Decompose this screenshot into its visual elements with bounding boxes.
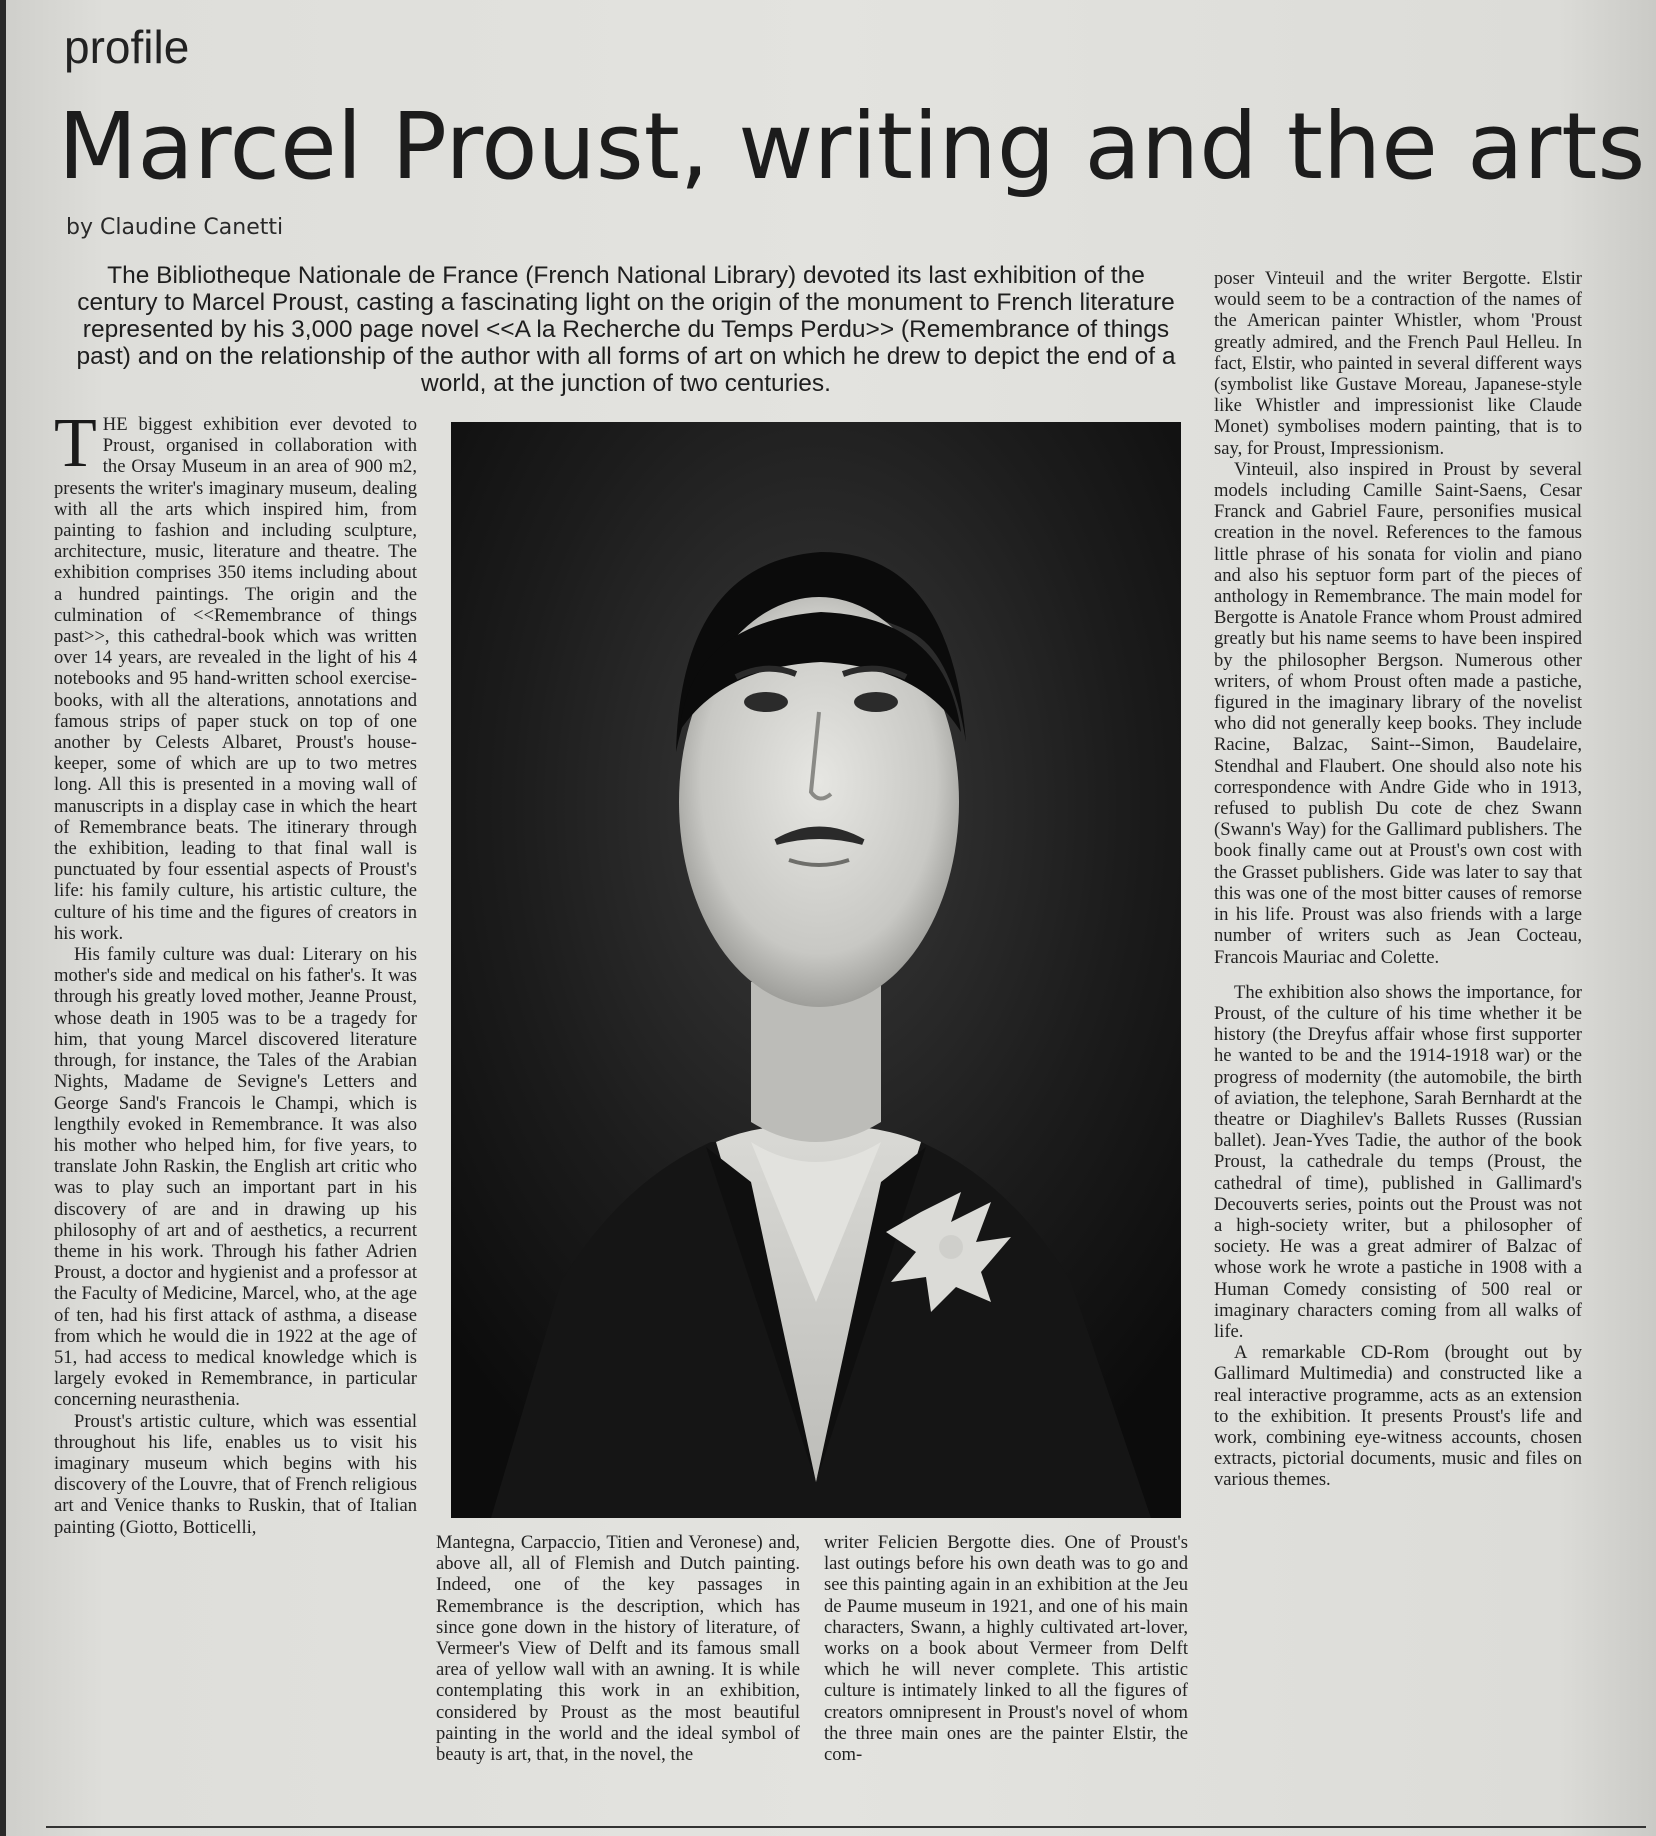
paragraph: The exhibition also shows the importance, for Proust, of the culture of his time whether it be history (the Dreyfus affair whose first supporter he wanted to be and the 1914-1918 war) or the progress of modernity (the automobile, the birth of aviation, the telephone, Sarah Bernhardt at the theatre or Diaghilev's Ballets Russes (Russian ballet). Jean-Yves Tadie, the author of the book Proust, la cathedrale du temps (Proust, the cathedral of time), published in Gallimard's Decouverts series, points out the Proust was not a high-society writer, but a philosopher of society. He was a great admirer of Balzac of whose work he wrote a pastiche in 1908 with a Human Comedy consisting of 500 real or imaginary characters coming from all walks of life. <box>1214 981 1582 1342</box>
article-column-4 <box>1214 268 1582 1818</box>
article-column-1 <box>54 405 417 1814</box>
paragraph <box>54 405 417 944</box>
paragraph: Mantegna, Carpaccio, Titien and Veronese) and, above all, all of Flemish and Dutch painting. Indeed, one of the key passages in Remembrance is the description, which has since gone down in the history of literature, of Vermeer's View of Delft and its famous small area of yellow wall with an awning. It is while contemplating this work in an exhibition, considered by Proust as the most beautiful painting in the world and the ideal symbol of beauty is art, that, in the novel, the <box>436 1532 800 1766</box>
bottom-rule <box>46 1826 1646 1828</box>
paragraph: Vinteuil, also inspired in Proust by several models including Camille Saint-Saens, Cesar Franck and Gabriel Faure, personifies musical creation in the novel. References to the famous little phrase of his sonata for violin and piano and also his septuor form part of the pieces of anthology in Remembrance. The main model for Bergotte is Anatole France whom Proust admired greatly but his name seems to have been inspired by the philosopher Bergson. Numerous other writers, of whom Proust often made a pastiche, figured in the imaginary library of the novelist who did not generally keep books. They include Racine, Balzac, Saint--Simon, Baudelaire, Stendhal and Flaubert. One should also note his correspondence with Andre Gide who in 1913, refused to publish Du cote de chez Swann (Swann's Way) for the Gallimard publishers. The book finally came out at Proust's own cost with the Grasset publishers. Gide was later to say that this was one of the most bitter causes of remorse in his life. Proust was also friends with a large number of writers such as Jean Cocteau, Francois Mauriac and Colette. <box>1214 458 1582 968</box>
paragraph-text: HE biggest exhibition ever devoted to Proust, organised in collaboration with the Orsay Museum in an area of 900 m2, presents the writer's imaginary museum, dealing with all the arts which inspired him, from painting to fashion and including sculpture, architecture, music, literature and theatre. The exhibition comprises 350 items including about a hundred paintings. The origin and the culmination of <<Remembrance of things past>>, this cathedral-book which was written over 14 years, are revealed in the light of his 4 notebooks and 95 hand-written school exercise-books, with all the alterations, annotations and famous strips of paper stuck on top of one another by Celests Albaret, Proust's house-keeper, some of which are up to two metres long. All this is presented in a moving wall of manuscripts in a display case in which the heart of Remembrance beats. The itinerary through the exhibition, leading to that final wall is punctuated by four essential aspects of Proust's life: his family culture, his artistic culture, the culture of his time and the figures of creators in his work. <box>54 414 417 944</box>
paragraph: Proust's artistic culture, which was essential throughout his life, enables us to visit his imaginary museum which begins with his discovery of the Louvre, that of French religious art and Venice thanks to Ruskin, that of Italian painting (Giotto, Botticelli, <box>54 1410 417 1538</box>
paragraph: His family culture was dual: Literary on his mother's side and medical on his father's. It was through his greatly loved mother, Jeanne Proust, whose death in 1905 was to be a tragedy for him, that young Marcel discovered literature through, for instance, the Tales of the Arabian Nights, Madame de Sevigne's Letters and George Sand's Francois le Champi, which is lengthily evoked in Remembrance. It was also his mother who helped him, for five years, to translate John Raskin, the English art critic who was to play such an important part in his discovery of are and in drawing up his philosophy of art and of aesthetics, a recurrent theme in his work. Through his father Adrien Proust, a doctor and hygienist and a professor at the Faculty of Medicine, Marcel, who, at the age of ten, had his first attack of asthma, a disease from which he would die in 1922 at the age of 51, had access to medical knowledge which is largely evoked in Remembrance, in particular concerning neurasthenia. <box>54 944 417 1411</box>
article-column-3 <box>824 1532 1188 1812</box>
byline: by Claudine Canetti <box>66 215 284 240</box>
drop-cap: T <box>54 405 97 482</box>
standfirst: The Bibliotheque Nationale de France (French National Library) devoted its last exhibition of the century to Marcel Proust, casting a fascinating light on the origin of the monument to French literature represented by his 3,000 page novel <<A la Recherche du Temps Perdu>> (Remembrance of things past) and on the relationship of the author with all forms of art on which he drew to depict the end of a world, at the junction of two centuries. <box>76 262 1176 397</box>
headline: Marcel Proust, writing and the arts <box>58 93 1646 200</box>
paragraph: poser Vinteuil and the writer Bergotte. Elstir would seem to be a contraction of the names of the American painter Whistler, whom 'Proust greatly admired, and the French Paul Helleu. In fact, Elstir, who painted in several different ways (symbolist like Gustave Moreau, Japanese-style like Whistler and impressionist like Claude Monet) symbolises modern painting, that is to say, for Proust, Impressionism. <box>1214 268 1582 459</box>
portrait-painting <box>451 422 1181 1518</box>
paragraph: writer Felicien Bergotte dies. One of Proust's last outings before his own death was to go and see this painting again in an exhibition at the Jeu de Paume museum in 1921, and one of his main characters, Swann, a highly cultivated art-lover, works on a book about Vermeer from Delft which he will never complete. This artistic culture is intimately linked to all the figures of creators omnipresent in Proust's novel of whom the three main ones are the painter Elstir, the com- <box>824 1532 1188 1766</box>
paragraph: A remarkable CD-Rom (brought out by Gallimard Multimedia) and constructed like a real interactive programme, acts as an extension to the exhibition. It presents Proust's life and work, combining eye-witness accounts, chosen extracts, pictorial documents, music and files on various themes. <box>1214 1342 1582 1491</box>
proust-portrait <box>451 422 1181 1518</box>
section-label: profile <box>64 21 190 73</box>
article-column-2 <box>436 1532 800 1812</box>
